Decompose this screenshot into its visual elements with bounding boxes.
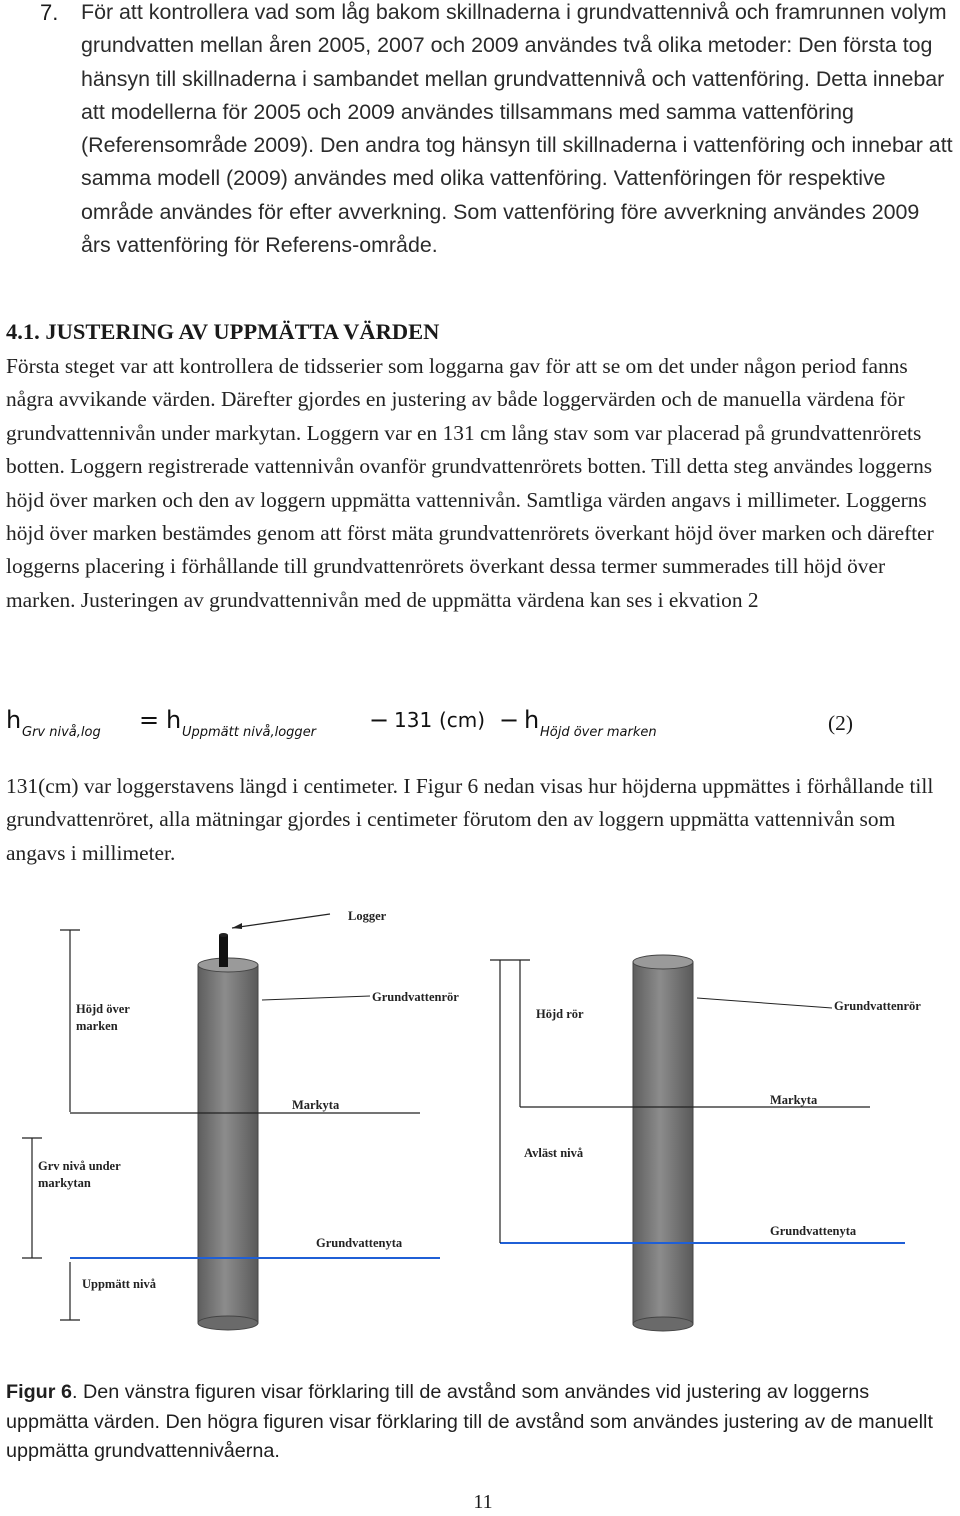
- equation-2: [4, 700, 864, 744]
- eq-lhs-symbol: h: [6, 706, 22, 734]
- right-pipe-top: [633, 955, 693, 969]
- left-pipe-pointer: [262, 996, 370, 1000]
- eq-term2-sub: Höjd över marken: [540, 725, 657, 740]
- eq-unit: (cm): [439, 708, 486, 732]
- equation-number: (2): [828, 711, 853, 735]
- caption-text: . Den vänstra figuren visar förklaring till de avstånd som användes vid justering av loggerns uppmätta värden. Den högra figuren visar förklaring till de avstånd som användes justering av de manuellt uppmätta grundvattennivåerna.: [6, 1381, 933, 1462]
- figure-caption: [6, 1378, 946, 1467]
- paragraph-after-equation: 131(cm) var loggerstavens längd i centimeter. I Figur 6 nedan visas hur höjderna uppmättes i förhållande till grundvattenröret, alla mätningar gjordes i centimeter förutom den av loggern uppmätta vattennivån som angavs i millimeter.: [6, 774, 934, 865]
- right-pipe-pointer: [697, 998, 832, 1008]
- item7-paragraph: För att kontrollera vad som låg bakom skillnaderna i grundvattennivå och framrunnen volym grundvatten mellan åren 2005, 2007 och 2009 användes två olika metoder: Den första tog hänsyn till skillnaderna i sambandet mellan grundvattennivå och vattenföring. Detta innebar att modellerna för 2005 och 2009 användes tillsammans med samma vattenföring (Referensområde 2009). Den andra tog hänsyn till skillnaderna i vattenföring och innebar att samma modell (2009) användes med olika vattenföring. Vattenföringen för respektive område användes för efter avverkning. Som vattenföring före avverkning användes 2009 års vattenföring för Referens-område.: [81, 0, 953, 258]
- eq-lhs-sub: Grv nivå,log: [22, 725, 101, 740]
- logger-rod-top: [219, 933, 228, 937]
- label-height-above-2: marken: [76, 1019, 118, 1033]
- eq-minus-2: −: [499, 706, 520, 734]
- label-level-under-2: markytan: [38, 1176, 91, 1190]
- left-diagram: [22, 909, 459, 1330]
- figure-6: [0, 890, 960, 1350]
- logger-pointer: [232, 914, 330, 928]
- eq-constant: 131: [394, 708, 433, 732]
- left-pipe: [198, 965, 258, 1323]
- label-left-ground: Markyta: [292, 1098, 340, 1112]
- eq-term2-symbol: h: [524, 706, 540, 734]
- left-pipe-bottom: [198, 1316, 258, 1330]
- eq-minus-1: −: [369, 706, 390, 734]
- label-read-level: Avläst nivå: [524, 1146, 584, 1160]
- list-number: 7.: [40, 0, 59, 25]
- right-diagram: [490, 955, 921, 1331]
- label-logger: Logger: [348, 909, 387, 923]
- label-right-pipe: Grundvattenrör: [834, 999, 921, 1013]
- right-pipe-bottom: [633, 1317, 693, 1331]
- label-pipe-height: Höjd rör: [536, 1007, 584, 1021]
- label-left-water: Grundvattenyta: [316, 1236, 403, 1250]
- eq-term1-sub: Uppmätt nivå,logger: [182, 725, 317, 740]
- logger-rod: [219, 935, 228, 967]
- right-pipe: [633, 962, 693, 1324]
- label-level-under-1: Grv nivå under: [38, 1159, 121, 1173]
- eq-equals: =: [139, 706, 160, 734]
- logger-pointer-arrow: [232, 923, 242, 929]
- label-measured: Uppmätt nivå: [82, 1277, 156, 1291]
- label-height-above-1: Höjd över: [76, 1002, 130, 1016]
- label-right-ground: Markyta: [770, 1093, 818, 1107]
- page-number: 11: [473, 1491, 493, 1513]
- caption-label: Figur 6: [6, 1381, 72, 1403]
- label-right-water: Grundvattenyta: [770, 1224, 857, 1238]
- eq-term1-symbol: h: [166, 706, 182, 734]
- section-heading: 4.1. JUSTERING AV UPPMÄTTA VÄRDEN: [6, 319, 440, 344]
- section-paragraph: Första steget var att kontrollera de tidsserier som loggarna gav för att se om det under någon period fanns några avvikande värden. Därefter gjordes en justering av både loggervärden och de manuella värdena för grundvattennivån under markytan. Loggern var en 131 cm lång stav som var placerad på grundvattenrörets botten. Loggern registrerade vattennivån ovanför grundvattenrörets botten. Till detta steg användes loggerns höjd över marken och den av loggern uppmätta vattennivån. Samtliga värden angavs i millimeter. Loggerns höjd över marken bestämdes genom att först mäta grundvattenrörets överkant höjd över marken och därefter loggerns placering i förhållande till grundvattenrörets överkant dessa termer summerades till höjd över marken. Justeringen av grundvattennivån med de uppmätta värdena kan ses i ekvation 2: [6, 354, 934, 612]
- label-left-pipe: Grundvattenrör: [372, 990, 459, 1004]
